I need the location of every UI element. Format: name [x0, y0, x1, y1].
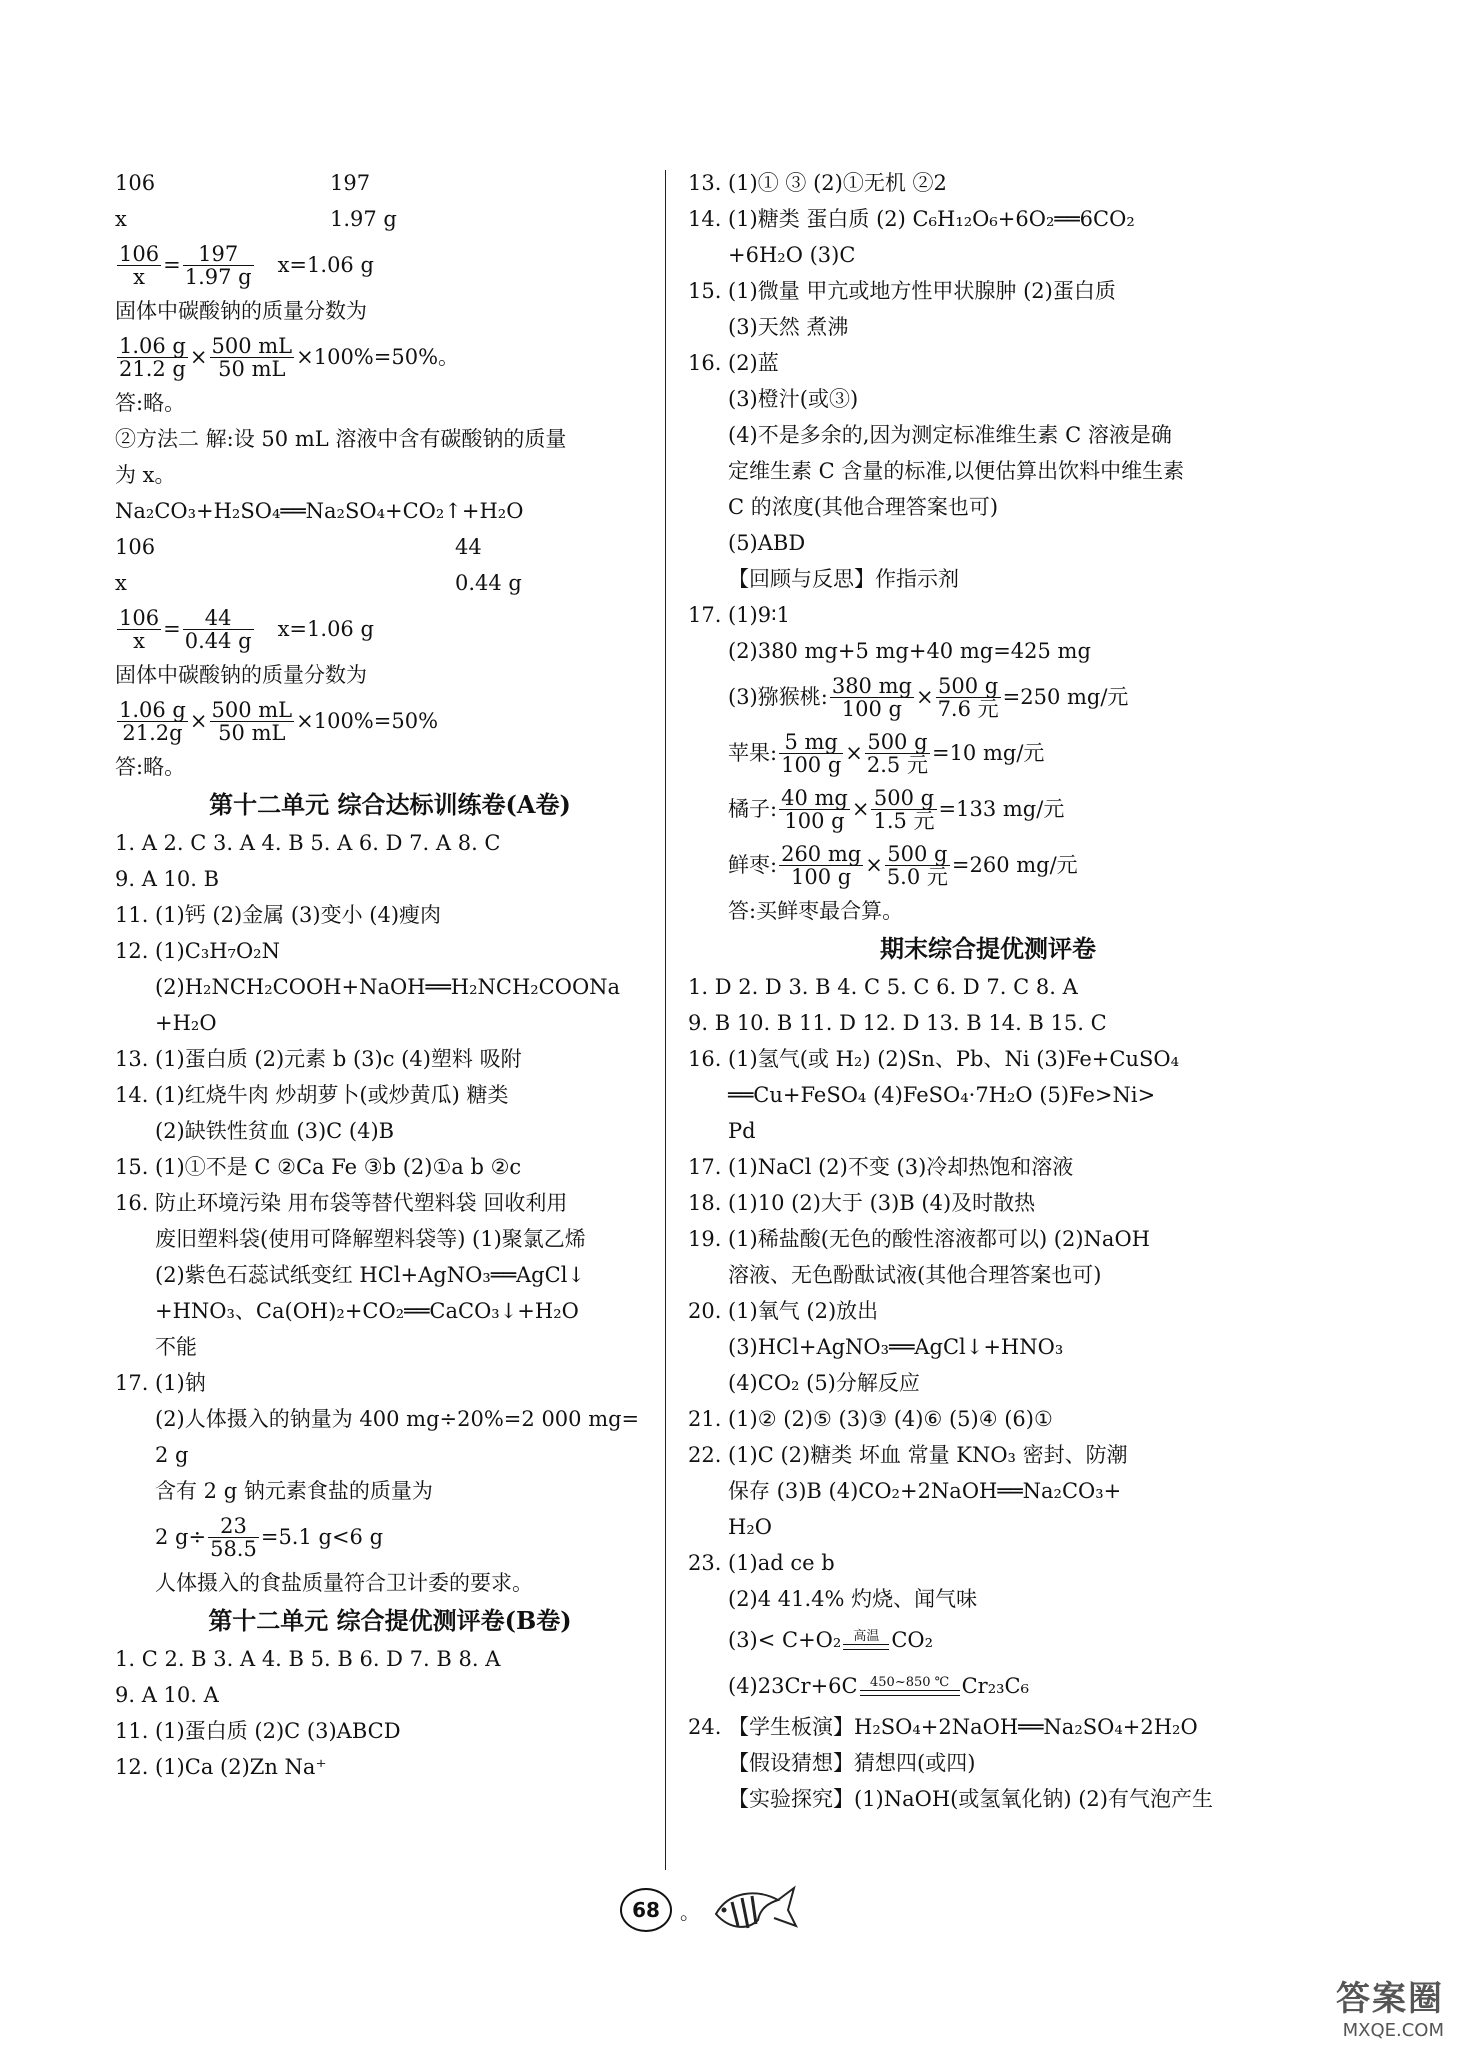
- denominator: 21.2 g: [119, 356, 186, 381]
- question-number: 15.: [688, 279, 722, 303]
- operator: ×: [851, 797, 870, 821]
- fruit-calc-jujube: [688, 837, 1288, 893]
- question-number: 24.: [688, 1715, 722, 1739]
- question-number: 14.: [688, 207, 722, 231]
- percent-equation: [115, 329, 665, 385]
- value: 44: [455, 535, 482, 559]
- answer-line: 1. A 2. C 3. A 4. B 5. A 6. D 7. A 8. C: [115, 831, 501, 855]
- answer-text: (1)稀盐酸(无色的酸性溶液都可以) (2)NaOH: [728, 1227, 1150, 1251]
- numerator: 500 mL: [211, 697, 293, 722]
- fraction: [936, 675, 1001, 720]
- answer-text: 不能: [155, 1335, 197, 1359]
- reaction-with-condition: [688, 1663, 1288, 1709]
- question-number: 12.: [115, 939, 149, 963]
- fruit-label: (3)猕猴桃:: [728, 685, 828, 709]
- answer-text: (1)C₃H₇O₂N: [155, 939, 280, 963]
- result: =133 mg/元: [938, 797, 1065, 821]
- question-22: [688, 1437, 1288, 1473]
- question-number: 16.: [688, 351, 722, 375]
- answer-line: 1. D 2. D 3. B 4. C 5. C 6. D 7. C 8. A: [688, 975, 1078, 999]
- denominator: 100 g: [781, 752, 842, 777]
- fruit-label: 鲜枣:: [728, 853, 778, 877]
- text-line: 固体中碳酸钠的质量分数为: [115, 663, 367, 687]
- answer-text: (1)9∶1: [728, 603, 790, 627]
- fraction: [871, 787, 936, 832]
- fraction: [117, 699, 188, 744]
- answer-text: (2)缺铁性贫血 (3)C (4)B: [155, 1119, 395, 1143]
- fraction: [830, 675, 914, 720]
- answer-text: ══Cu+FeSO₄ (4)FeSO₄·7H₂O (5)Fe>Ni>: [728, 1083, 1156, 1107]
- denominator: 50 mL: [218, 356, 286, 381]
- ratio-line: [115, 565, 665, 601]
- value: x: [115, 207, 127, 231]
- text-line: 固体中碳酸钠的质量分数为: [115, 299, 367, 323]
- numerator: 500 mL: [211, 333, 293, 358]
- text-line: ②方法二 解:设 50 mL 溶液中含有碳酸钠的质量: [115, 427, 567, 451]
- fraction: [210, 335, 295, 380]
- percent-equation: [115, 693, 665, 749]
- numerator: 500 g: [871, 787, 936, 810]
- operator: ×: [915, 685, 934, 709]
- denominator: 100 g: [784, 808, 845, 833]
- fraction: [183, 243, 254, 288]
- answer-text: (1)① ③ (2)①无机 ②2: [728, 171, 947, 195]
- answer-line: 9. B 10. B 11. D 12. D 13. B 14. B 15. C: [688, 1011, 1107, 1035]
- section-heading: 第十二单元 综合达标训练卷(A卷): [209, 790, 571, 819]
- answer-text: (3)橙汁(或③): [728, 387, 859, 411]
- denominator: x: [133, 264, 145, 289]
- answer-text: +6H₂O (3)C: [728, 243, 856, 267]
- answer-text: 定维生素 C 含量的标准,以便估算出饮料中维生素: [728, 459, 1185, 483]
- answer-text: (1)氢气(或 H₂) (2)Sn、Pb、Ni (3)Fe+CuSO₄: [728, 1047, 1180, 1071]
- question-17: [115, 1365, 665, 1401]
- answer-text: (4)不是多余的,因为测定标准维生素 C 溶液是确: [728, 423, 1172, 447]
- condition-text: 高温: [843, 1630, 889, 1645]
- answer-text: (1)氧气 (2)放出: [728, 1299, 879, 1323]
- denominator: 1.5 元: [873, 808, 935, 833]
- numerator: 40 mg: [781, 785, 848, 810]
- answer-text: (3)天然 煮沸: [728, 315, 849, 339]
- text-line: 答:略。: [115, 755, 186, 779]
- fish-icon: [708, 1880, 798, 1940]
- answer-text: 【假设猜想】猜想四(或四): [728, 1751, 976, 1775]
- section-heading: 第十二单元 综合提优测评卷(B卷): [208, 1606, 572, 1635]
- denominator: x: [133, 628, 145, 653]
- answer-text: Pd: [728, 1119, 756, 1143]
- reactants: (3)< C+O₂: [728, 1628, 842, 1652]
- watermark-logo-text: 答案圈: [1336, 1979, 1444, 2019]
- question-23: [688, 1545, 1288, 1581]
- denominator: 0.44 g: [184, 628, 252, 653]
- denominator: 50 mL: [218, 720, 286, 745]
- question-20: [688, 1293, 1288, 1329]
- answer-text: 【回顾与反思】作指示剂: [728, 567, 959, 591]
- page-footer: [620, 1880, 798, 1940]
- products: Cr₂₃C₆: [961, 1674, 1030, 1698]
- answer-line: 1. C 2. B 3. A 4. B 5. B 6. D 7. B 8. A: [115, 1647, 501, 1671]
- answer-text: 答:买鲜枣最合算。: [728, 899, 904, 923]
- numerator: 5 mg: [779, 731, 843, 754]
- question-number: 20.: [688, 1299, 722, 1323]
- fruit-calc-orange: [688, 781, 1288, 837]
- column-divider: [665, 170, 666, 1870]
- text-line: 答:略。: [115, 391, 186, 415]
- fraction: [885, 843, 950, 888]
- question-14: [688, 201, 1288, 237]
- value: 106: [115, 171, 156, 195]
- question-12: [115, 1749, 665, 1785]
- answer-text: (1)蛋白质 (2)元素 b (3)c (4)塑料 吸附: [155, 1047, 522, 1071]
- numerator: 500 g: [936, 675, 1001, 698]
- result: x=1.06 g: [277, 617, 374, 641]
- question-number: 23.: [688, 1551, 722, 1575]
- answer-text: 含有 2 g 钠元素食盐的质量为: [155, 1479, 433, 1503]
- numerator: 197: [183, 243, 254, 266]
- answer-text: 废旧塑料袋(使用可降解塑料袋等) (1)聚氯乙烯: [155, 1227, 586, 1251]
- numerator: 500 g: [885, 843, 950, 866]
- expression-prefix: 2 g÷: [155, 1525, 207, 1549]
- answer-text: 人体摄入的食盐质量符合卫计委的要求。: [155, 1571, 533, 1595]
- equals-bar: [860, 1691, 960, 1696]
- numerator: 44: [183, 607, 254, 630]
- numerator: 106: [119, 241, 160, 266]
- answer-text: +H₂O: [155, 1011, 217, 1035]
- result: x=1.06 g: [277, 253, 374, 277]
- section-heading: 期末综合提优测评卷: [880, 934, 1096, 963]
- question-number: 16.: [688, 1047, 722, 1071]
- question-11: [115, 1713, 665, 1749]
- question-12: [115, 933, 665, 969]
- question-17: [688, 1149, 1288, 1185]
- answer-text: (1)钠: [155, 1371, 206, 1395]
- question-21: [688, 1401, 1288, 1437]
- fruit-label: 橘子:: [728, 797, 778, 821]
- question-number: 17.: [688, 603, 722, 627]
- answer-text: 2 g: [155, 1443, 189, 1467]
- question-14: [115, 1077, 665, 1113]
- value: 0.44 g: [455, 571, 522, 595]
- denominator: 7.6 元: [937, 696, 999, 721]
- fruit-calc-kiwi: [688, 669, 1288, 725]
- answer-text: (1)Ca (2)Zn Na⁺: [155, 1755, 327, 1779]
- operator: ×: [845, 741, 863, 765]
- result: ×100%=50%: [296, 709, 439, 733]
- question-24: [688, 1709, 1288, 1745]
- denominator: 5.0 元: [886, 864, 948, 889]
- question-19: [688, 1221, 1288, 1257]
- answer-text: +HNO₃、Ca(OH)₂+CO₂══CaCO₃↓+H₂O: [155, 1299, 579, 1323]
- answer-text: (2)H₂NCH₂COOH+NaOH══H₂NCH₂COONa: [155, 975, 621, 999]
- question-number: 18.: [688, 1191, 722, 1215]
- numerator: 106: [119, 605, 160, 630]
- fraction: [779, 787, 850, 832]
- fraction: [779, 731, 843, 776]
- reaction-condition: [860, 1676, 960, 1696]
- result: =260 mg/元: [951, 853, 1078, 877]
- denominator: 2.5 元: [866, 752, 928, 777]
- question-number: 11.: [115, 903, 149, 927]
- question-number: 17.: [115, 1371, 149, 1395]
- result: ×100%=50%。: [296, 345, 460, 369]
- operator: ×: [189, 345, 208, 369]
- question-11: [115, 897, 665, 933]
- value: 106: [115, 535, 156, 559]
- text-line: 为 x。: [115, 463, 176, 487]
- question-number: 14.: [115, 1083, 149, 1107]
- page-number: 68: [620, 1888, 672, 1932]
- products: CO₂: [891, 1628, 934, 1652]
- fruit-label: 苹果:: [728, 741, 778, 765]
- watermark: [1336, 1971, 1444, 2041]
- numerator: 500 g: [865, 731, 930, 754]
- answer-text: (1)微量 甲亢或地方性甲状腺肿 (2)蛋白质: [728, 279, 1116, 303]
- answer-text: (2)蓝: [728, 351, 779, 375]
- ratio-line: [115, 529, 665, 565]
- question-number: 11.: [115, 1719, 149, 1743]
- fraction: [117, 335, 188, 380]
- proportion-equation: [115, 237, 665, 293]
- fraction: [117, 607, 161, 652]
- reaction-with-condition: [688, 1617, 1288, 1663]
- answer-line: 9. A 10. A: [115, 1683, 219, 1707]
- denominator: 100 g: [791, 864, 852, 889]
- answer-text: H₂O: [728, 1515, 772, 1539]
- condition-text: 450~850 ℃: [860, 1676, 960, 1691]
- question-number: 22.: [688, 1443, 722, 1467]
- answer-text: (2)380 mg+5 mg+40 mg=425 mg: [728, 639, 1091, 663]
- question-number: 21.: [688, 1407, 722, 1431]
- question-17: [688, 597, 1288, 633]
- question-13: [115, 1041, 665, 1077]
- right-column: [688, 165, 1288, 1817]
- answer-text: 防止环境污染 用布袋等替代塑料袋 回收利用: [155, 1191, 568, 1215]
- question-number: 13.: [688, 171, 722, 195]
- denominator: 58.5: [210, 1536, 257, 1561]
- watermark-url: MXQE.COM: [1342, 2020, 1444, 2041]
- operator: =: [163, 617, 181, 641]
- question-16: [688, 345, 1288, 381]
- question-16: [115, 1185, 665, 1221]
- answer-text: (5)ABD: [728, 531, 806, 555]
- answer-text: (1)红烧牛肉 炒胡萝卜(或炒黄瓜) 糖类: [155, 1083, 509, 1107]
- answer-text: (1)蛋白质 (2)C (3)ABCD: [155, 1719, 401, 1743]
- value: 1.97 g: [330, 207, 397, 231]
- answer-text: (2)紫色石蕊试纸变红 HCl+AgNO₃══AgCl↓: [155, 1263, 586, 1287]
- result: =10 mg/元: [931, 741, 1045, 765]
- reactants: (4)23Cr+6C: [728, 1674, 858, 1698]
- question-18: [688, 1185, 1288, 1221]
- question-13: [688, 165, 1288, 201]
- operator: ×: [189, 709, 208, 733]
- question-number: 16.: [115, 1191, 149, 1215]
- answer-text: (4)CO₂ (5)分解反应: [728, 1371, 920, 1395]
- answer-text: (1)10 (2)大于 (3)B (4)及时散热: [728, 1191, 1036, 1215]
- numerator: 1.06 g: [119, 697, 186, 722]
- proportion-equation: [115, 601, 665, 657]
- question-15: [688, 273, 1288, 309]
- value: 197: [330, 171, 371, 195]
- answer-text: 溶液、无色酚酞试液(其他合理答案也可): [728, 1263, 1102, 1287]
- operator: =: [163, 253, 181, 277]
- fraction: [865, 731, 930, 776]
- answer-text: (2)4 41.4% 灼烧、闻气味: [728, 1587, 978, 1611]
- ratio-line: [115, 201, 665, 237]
- value: x: [115, 571, 127, 595]
- equals-bar: [843, 1645, 889, 1650]
- denominator: 100 g: [841, 696, 902, 721]
- question-number: 15.: [115, 1155, 149, 1179]
- answer-text: C 的浓度(其他合理答案也可): [728, 495, 999, 519]
- reaction-condition: [843, 1630, 889, 1650]
- question-number: 19.: [688, 1227, 722, 1251]
- answer-text: (2)人体摄入的钠量为 400 mg÷20%=2 000 mg=: [155, 1407, 640, 1431]
- answer-text: 保存 (3)B (4)CO₂+2NaOH══Na₂CO₃+: [728, 1479, 1122, 1503]
- answer-text: (1)ad ce b: [728, 1551, 835, 1575]
- fraction: [183, 607, 254, 652]
- question-number: 13.: [115, 1047, 149, 1071]
- result: =250 mg/元: [1002, 685, 1129, 709]
- ratio-line: [115, 165, 665, 201]
- numerator: 1.06 g: [119, 333, 186, 358]
- fraction: [210, 699, 295, 744]
- answer-line: 9. A 10. B: [115, 867, 220, 891]
- answer-text: (1)①不是 C ②Ca Fe ③b (2)①a b ②c: [155, 1155, 522, 1179]
- fraction: [208, 1515, 259, 1560]
- fraction: [117, 243, 161, 288]
- salt-equation: [115, 1509, 665, 1565]
- answer-text: (1)C (2)糖类 坏血 常量 KNO₃ 密封、防潮: [728, 1443, 1128, 1467]
- fraction: [779, 843, 863, 888]
- answer-text: (1)② (2)⑤ (3)③ (4)⑥ (5)④ (6)①: [728, 1407, 1053, 1431]
- answer-text: 【实验探究】(1)NaOH(或氢氧化钠) (2)有气泡产生: [728, 1787, 1213, 1811]
- answer-text: (1)NaCl (2)不变 (3)冷却热饱和溶液: [728, 1155, 1074, 1179]
- numerator: 380 mg: [831, 673, 912, 698]
- fruit-calc-apple: [688, 725, 1288, 781]
- operator: ×: [865, 853, 883, 877]
- question-16: [688, 1041, 1288, 1077]
- footer-dot: 。: [680, 1899, 700, 1924]
- denominator: 1.97 g: [184, 264, 252, 289]
- question-number: 12.: [115, 1755, 149, 1779]
- answer-text: (1)糖类 蛋白质 (2) C₆H₁₂O₆+6O₂══6CO₂: [728, 207, 1135, 231]
- question-number: 17.: [688, 1155, 722, 1179]
- result: =5.1 g<6 g: [260, 1525, 384, 1549]
- numerator: 260 mg: [781, 841, 862, 866]
- left-column: [115, 165, 665, 1785]
- answer-text: 【学生板演】H₂SO₄+2NaOH══Na₂SO₄+2H₂O: [728, 1715, 1198, 1739]
- chemical-equation: Na₂CO₃+H₂SO₄══Na₂SO₄+CO₂↑+H₂O: [115, 499, 524, 523]
- answer-text: (3)HCl+AgNO₃══AgCl↓+HNO₃: [728, 1335, 1064, 1359]
- answer-text: (1)钙 (2)金属 (3)变小 (4)瘦肉: [155, 903, 442, 927]
- question-15: [115, 1149, 665, 1185]
- denominator: 21.2g: [122, 720, 183, 745]
- numerator: 23: [208, 1515, 259, 1538]
